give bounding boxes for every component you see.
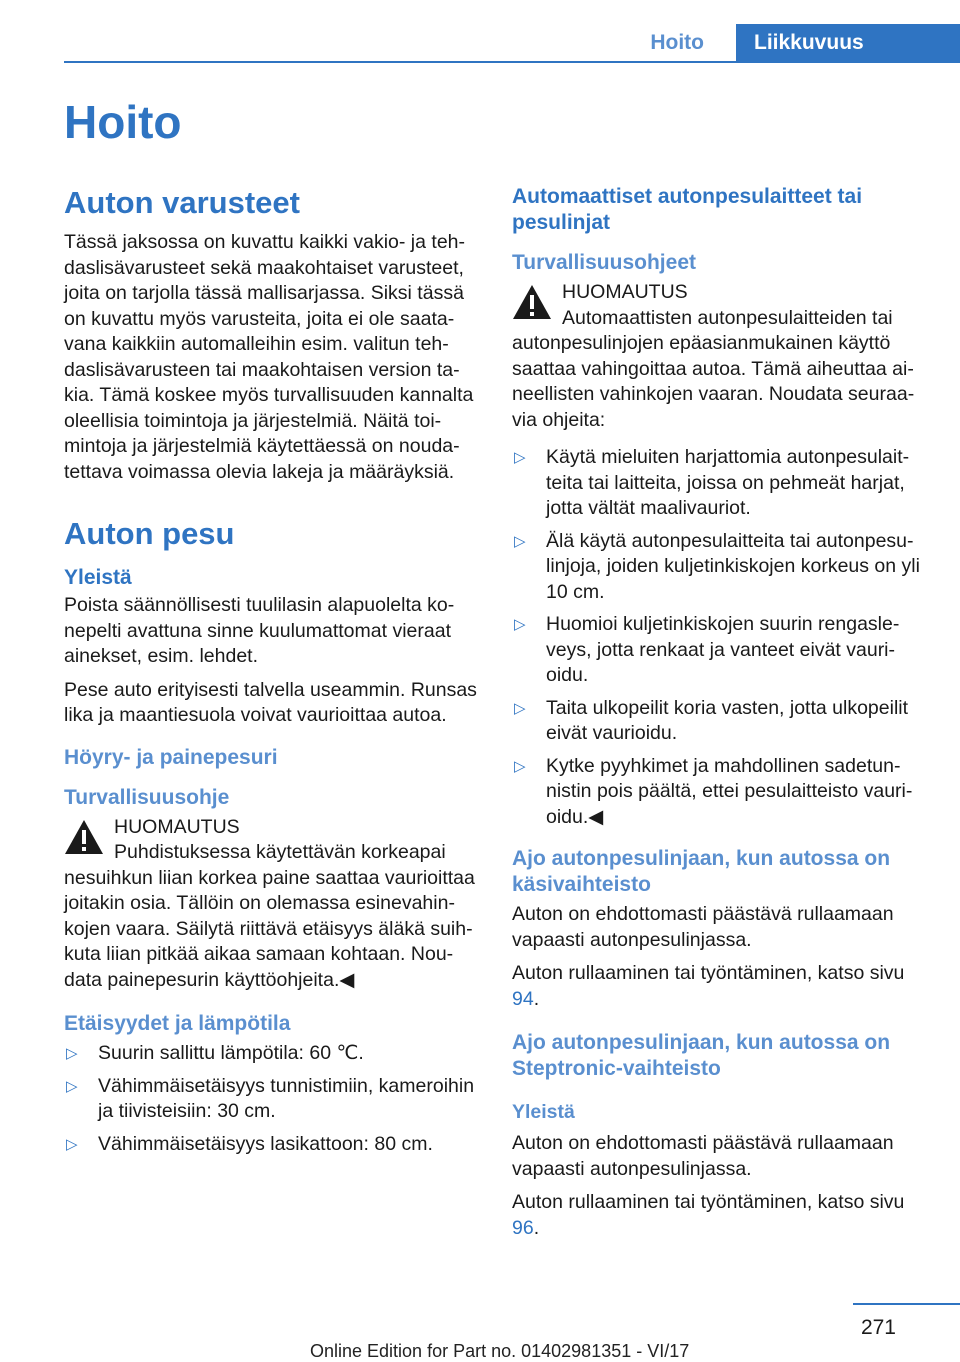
list-item: ▷ Huomioi kuljetinkiskojen suurin rengasleveys, jotta renkaat ja vanteet eivät vaurioidu. (514, 613, 900, 686)
paragraph-general-1: Poista säännöllisesti tuulilasin alapuolelta konepelti avattuna sinne kuulumattomat vieraat ainekset, esim. lehdet. (64, 594, 455, 667)
warning-text-first: Puhdistuksessa käytettävän korkeapai (114, 841, 446, 863)
right-column (512, 184, 924, 1249)
triangle-right-icon: ▷ (66, 1135, 78, 1153)
heading-steam-washer: Höyry- ja painepesuri (64, 745, 278, 769)
list-item: ▷ Suurin sallittu lämpötila: 60 ℃. (64, 1041, 480, 1067)
heading-general: Yleistä (64, 566, 132, 589)
heading-manual-transmission: Ajo autonpesulinjaan, kun autossa on käsivaihteisto (512, 847, 891, 896)
footer-rule (853, 1303, 960, 1305)
paragraph-steptronic-2: Auton rullaaminen tai työntäminen, katso sivu 96. (512, 1191, 905, 1239)
left-column (64, 184, 480, 1165)
list-item: ▷ Vähimmäisetäisyys tunnistimiin, kameroihin ja tiivisteisiin: 30 cm. (66, 1074, 475, 1122)
list-item: ▷ Älä käytä autonpesulaitteita tai autonpesulinjoja, joiden kuljetinkiskojen korkeus on yli 10 cm. (514, 529, 920, 603)
list-item: ▷ Vähimmäisetäisyys lasikattoon: 80 cm. (64, 1132, 480, 1158)
paragraph-equipment: Tässä jaksossa on kuvattu kaikki vakio- ja tehdaslisävarusteet sekä maakohtaiset varusteet, joita on tarjolla tässä mallisarjassa. Siksi tässä on kuvattu myös varusteita, joita ei ole saatavana kaikkiin automalleihin esim. valitun tehdaslisävarusteen tai maakohtaisen version takia. Tämä koskee myös turvallisuuden kannalta oleellisia toimintoja ja järjestelmiä. Näitä toimintoja ja järjestelmiä käytettäessä on noudatettava voimassa olevia lakeja ja määräyksiä. (64, 231, 474, 483)
list-item: ▷ Taita ulkopeilit koria vasten, jotta ulkopeilit eivät vaurioidu. (514, 696, 909, 744)
heading-automatic-wash: Automaattiset autonpesulaitteet tai pesulinjat (512, 185, 863, 234)
warning-box (64, 815, 480, 994)
triangle-right-icon: ▷ (514, 699, 526, 717)
warning-label: HUOMAUTUS (114, 815, 240, 838)
triangle-right-icon: ▷ (514, 616, 526, 633)
heading-general-steptronic: Yleistä (512, 1101, 575, 1123)
list-item: ▷ Kytke pyyhkimet ja mahdollinen sadetunnistin pois päältä, ettei pesulaitteisto vaurioidu.◀ (514, 754, 913, 828)
header-chapter-tab: Liikkuvuus (736, 24, 960, 62)
warning-text-rest: nesuihkun liian korkea paine saattaa vaurioittaa joitakin osia. Tällöin on olemassa esinevahinkojen vaara. Säilytä riittävä etäisyys äläkä suihkuta liian pitkää aikaa samaan kohtaan. Noudata painepesurin käyttöohjeita.◀ (64, 866, 475, 991)
heading-safety-notes: Turvallisuusohjeet (512, 251, 696, 274)
triangle-right-icon: ▷ (66, 1045, 78, 1062)
heading-equipment: Auton varusteet (64, 185, 300, 220)
triangle-right-icon: ▷ (514, 532, 526, 550)
triangle-right-icon: ▷ (66, 1077, 78, 1095)
heading-safety-note: Turvallisuusohje (64, 785, 230, 809)
triangle-right-icon: ▷ (514, 449, 526, 466)
header-rule (64, 61, 960, 63)
warning-label: HUOMAUTUS (562, 281, 688, 303)
warning-text-rest: autonpesulinjojen epäasianmukainen käyttö saattaa vahingoittaa autoa. Tämä aiheuttaa aineellisten vahinkojen vaaran. Noudata seuraavia ohjeita: (512, 332, 915, 431)
edition-note: Online Edition for Part no. 01402981351 - VI/17 (310, 1341, 690, 1361)
paragraph-steptronic-1: Auton on ehdottomasti päästävä rullaamaan vapaasti autonpesulinjassa. (512, 1132, 894, 1180)
heading-car-wash: Auton pesu (64, 516, 235, 551)
warning-box (512, 280, 924, 433)
wash-instructions-list (512, 445, 924, 830)
distance-list (64, 1041, 480, 1157)
list-item: ▷ Käytä mieluiten harjattomia autonpesulaitteita tai laitteita, joissa on pehmeät harjat, jotta vältät maalivauriot. (514, 446, 910, 519)
triangle-right-icon: ▷ (514, 757, 526, 775)
page-number: 271 (860, 1316, 896, 1339)
paragraph-manual-1: Auton on ehdottomasti päästävä rullaamaan vapaasti autonpesulinjassa. (512, 903, 894, 951)
page-title: Hoito (64, 96, 182, 148)
page-link-94[interactable]: 94 (512, 987, 534, 1010)
running-header (0, 24, 960, 62)
warning-triangle-icon (512, 284, 552, 320)
warning-text-first: Automaattisten autonpesulaitteiden tai (562, 306, 893, 329)
warning-triangle-icon (64, 819, 104, 855)
paragraph-general-2: Pese auto erityisesti talvella useammin. Runsas lika ja maantiesuola voivat vaurioittaa autoa. (64, 678, 477, 726)
header-section: Hoito (650, 31, 704, 54)
page-link-96[interactable]: 96 (512, 1216, 534, 1239)
paragraph-manual-2: Auton rullaaminen tai työntäminen, katso sivu 94. (512, 962, 905, 1010)
heading-distances: Etäisyydet ja lämpötila (64, 1012, 291, 1035)
heading-steptronic: Ajo autonpesulinjaan, kun autossa on Steptronic-vaihteisto (512, 1031, 891, 1080)
